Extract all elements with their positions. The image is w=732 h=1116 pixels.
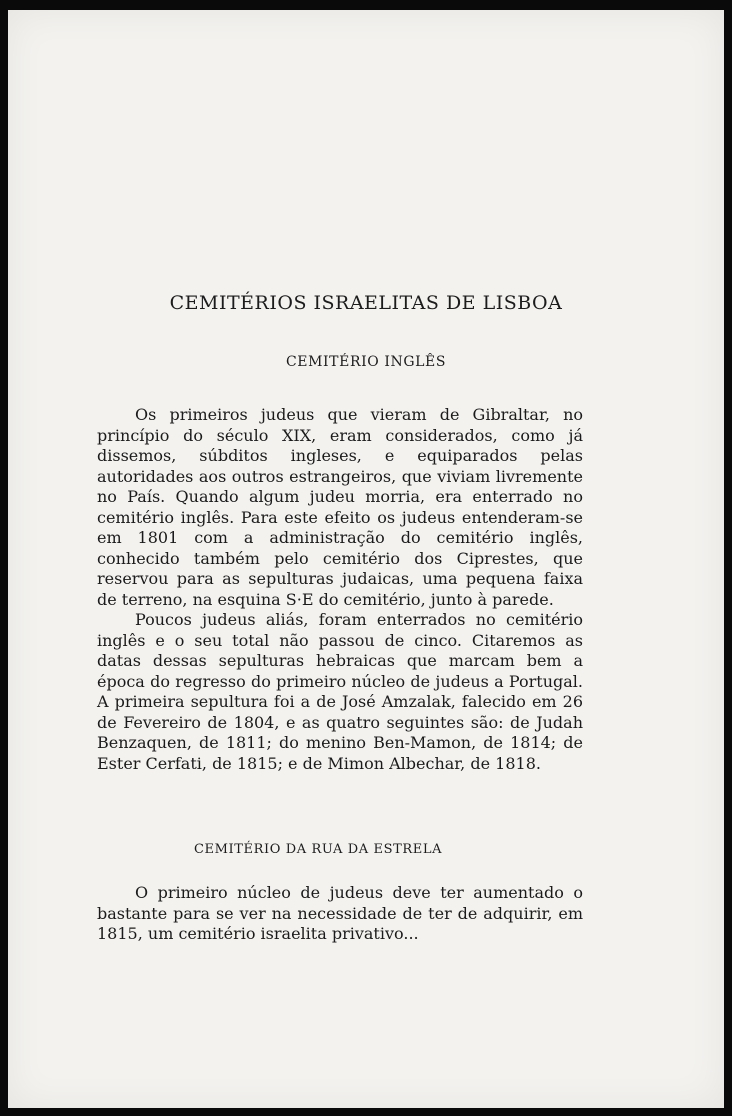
body-text-section1	[97, 405, 583, 774]
body-text-section2	[97, 883, 583, 945]
paragraph-3: O primeiro núcleo de judeus deve ter aumentado o bastante para se ver na necessidade de ter de adquirir, em 1815, um cemitério israelita privativo...	[97, 883, 583, 943]
section-heading-rua-da-estrela	[0, 842, 664, 857]
paragraph-2: Poucos judeus aliás, foram enterrados no cemitério inglês e o seu total não passou de cinco. Citaremos as datas dessas sepulturas hebraicas que marcam bem a época do regresso do primeiro núcleo de judeus a Portugal. A primeira sepultura foi a de José Amzalak, falecido em 26 de Fevereiro de 1804, e as quatro seguintes são: de Judah Benzaquen, de 1811; do menino Ben-Mamon, de 1814; de Ester Cerfati, de 1815; e de Mimon Albechar, de 1818.	[97, 610, 583, 773]
page-title: CEMITÉRIOS ISRAELITAS DE LISBOA	[169, 292, 563, 314]
section2-heading-text: CEMITÉRIO DA RUA DA ESTRELA	[194, 842, 443, 857]
paragraph-1: Os primeiros judeus que vieram de Gibraltar, no princípio do século XIX, eram considerados, como já dissemos, súbditos ingleses, e equiparados pelas autoridades aos outros estrangeiros, que viviam livremente no País. Quando algum judeu morria, era enterrado no cemitério inglês. Para este efeito os judeus entenderam-se em 1801 com a administração do cemitério inglês, conhecido também pelo cemitério dos Ciprestes, que reservou para as sepulturas judaicas, uma pequena faixa de terreno, na esquina S·E do cemitério, junto à parede.	[97, 405, 583, 609]
section-heading-cemiterio-ingles: CEMITÉRIO INGLÊS	[285, 354, 447, 370]
